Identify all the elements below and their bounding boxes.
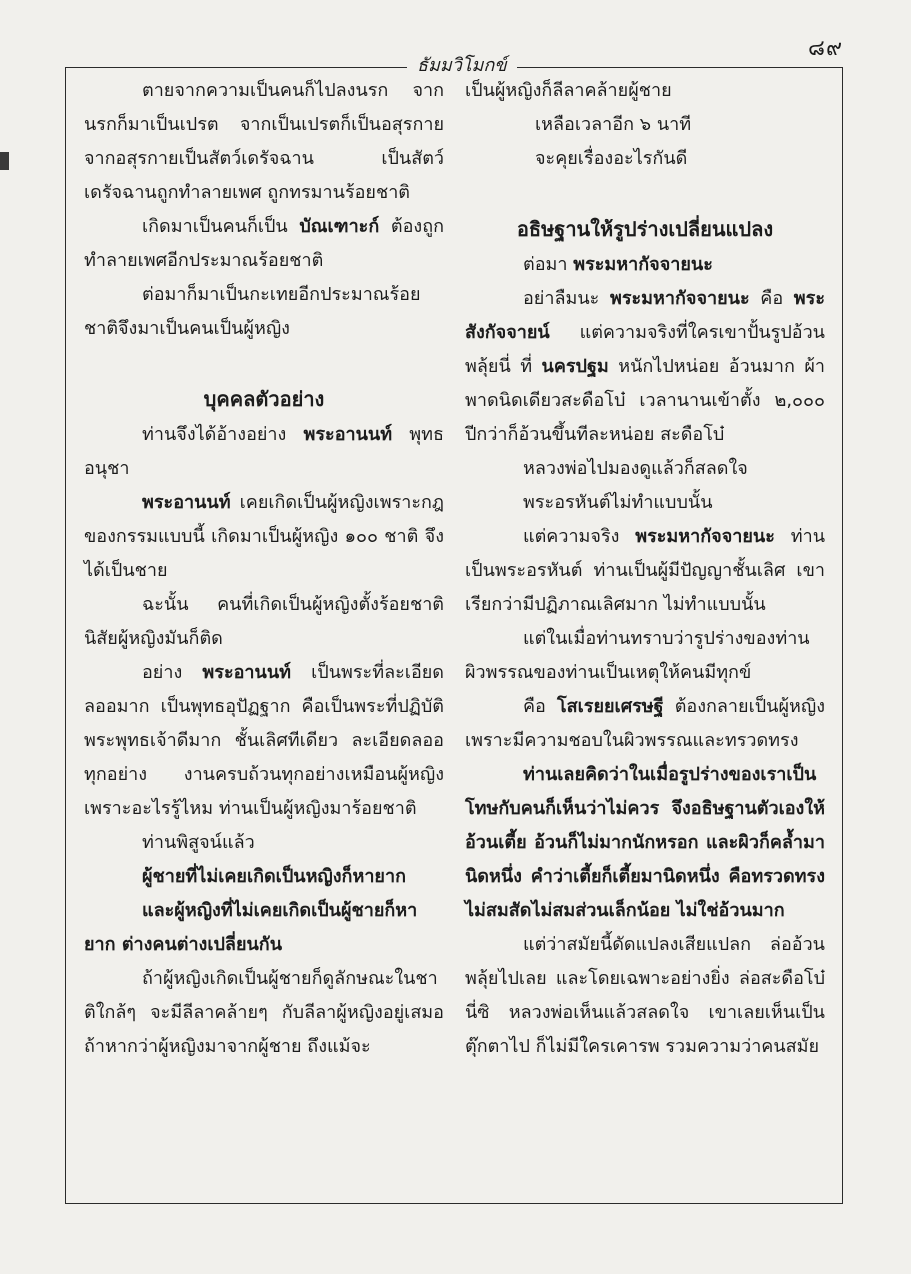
- paragraph: [465, 248, 825, 282]
- text-run: ต้องถูกทำลายเพศอีกประมาณร้อยชาติ: [84, 216, 444, 271]
- text-run: คือ: [523, 696, 557, 717]
- section-heading: อธิษฐานให้รูปร่างเปลี่ยนแปลง: [516, 217, 774, 241]
- paragraph: [84, 656, 444, 826]
- text-run: อย่าลืมนะ: [523, 288, 610, 309]
- bold-term: พระมหากัจจายนะ: [609, 288, 750, 309]
- page-number: ๘๙: [808, 36, 844, 61]
- section-heading: บุคคลตัวอย่าง: [203, 387, 325, 411]
- right-column: [465, 74, 825, 1064]
- bold-term: นครปฐม: [541, 356, 609, 377]
- paragraph: [84, 210, 444, 278]
- paragraph: ฉะนั้น คนที่เกิดเป็นผู้หญิงตั้งร้อยชาตินิสัยผู้หญิงมันก็ติด: [84, 594, 444, 649]
- text-run: ท่านจึงได้อ้างอย่าง: [142, 424, 304, 445]
- paragraph: จะคุยเรื่องอะไรกันดี: [535, 148, 688, 169]
- bold-term: พระมหากัจจายนะ: [635, 526, 775, 547]
- paragraph: [465, 520, 825, 622]
- paragraph: แต่ในเมื่อท่านทราบว่ารูปร่างของท่านผิวพรรณของท่านเป็นเหตุให้คนมีทุกข์: [465, 628, 810, 683]
- paragraph: ถ้าผู้หญิงเกิดเป็นผู้ชายก็ดูลักษณะในชาติใกล้ๆ จะมีลีลาคล้ายๆ กับลีลาผู้หญิงอยู่เสมอ ถ้าหากว่าผู้หญิงมาจากผู้ชาย ถึงแม้จะ: [84, 968, 444, 1057]
- paragraph: [465, 758, 825, 928]
- bold-term: และผู้หญิงที่ไม่เคยเกิดเป็นผู้ชายก็หายาก ต่างคนต่างเปลี่ยนกัน: [84, 900, 418, 955]
- paragraph: หลวงพ่อไปมองดูแล้วก็สลดใจ: [523, 458, 748, 479]
- left-column: [84, 74, 444, 1064]
- bold-term: พระอานนท์: [303, 424, 393, 445]
- text-run: ต้องกลายเป็นผู้หญิงเพราะมีความชอบในผิวพรรณและทรวดทรง: [465, 696, 825, 751]
- paragraph: [465, 690, 825, 758]
- paragraph-spacer: [465, 176, 825, 210]
- text-run: หนักไปหน่อย อ้วนมาก ผ้าพาดนิดเดียวสะดือโบ๋ เวลานานเข้าตั้ง ๒,๐๐๐ ปีกว่าก็อ้วนขึ้นทีละหน่อย สะดือโบ๋: [465, 356, 825, 445]
- paragraph: ท่านพิสูจน์แล้ว: [142, 832, 255, 853]
- paragraph: พระอรหันต์ไม่ทำแบบนั้น: [523, 492, 713, 513]
- bold-term: ท่านเลยคิดว่าในเมื่อรูปร่างของเราเป็นโทษกับคนก็เห็นว่าไม่ควร จึงอธิษฐานตัวเองให้อ้วนเตี้ย อ้วนก็ไม่มากนักหรอก และผิวก็คล้ำมานิดหนึ่ง คำว่าเตี้ยก็เตี้ยมานิดหนึ่ง คือทรวดทรงไม่สมสัดไม่สมส่วนเล็กน้อย ไม่ใช่อ้วนมาก: [465, 764, 825, 921]
- paragraph: ตายจากความเป็นคนก็ไปลงนรก จากนรกก็มาเป็นเปรต จากเป็นเปรตก็เป็นอสุรกาย จากอสุรกายเป็นสัตว์เดรัจฉาน เป็นสัตว์เดรัจฉานถูกทำลายเพศ ถูกทรมานร้อยชาติ: [84, 80, 444, 203]
- bold-term: ผู้ชายที่ไม่เคยเกิดเป็นหญิงก็หายาก: [142, 866, 406, 887]
- paragraph: [84, 860, 444, 894]
- paragraph-spacer: [84, 346, 444, 380]
- paragraph: [84, 894, 444, 962]
- bold-term: บัณเฑาะก์: [299, 216, 380, 237]
- text-run: ต่อมา: [523, 254, 574, 275]
- text-run: เกิดมาเป็นคนก็เป็น: [142, 216, 300, 237]
- bold-term: พระอานนท์: [202, 662, 291, 683]
- scan-mark: [0, 152, 9, 170]
- paragraph: แต่ว่าสมัยนี้ดัดแปลงเสียแปลก ล่ออ้วนพลุ้ยไปเลย และโดยเฉพาะอย่างยิ่ง ล่อสะดือโบ๋นี่ซิ หลวงพ่อเห็นแล้วสลดใจ เขาเลยเห็นเป็นตุ๊กตาไป ก็ไม่มีใครเคารพ รวมความว่าคนสมัย: [465, 934, 825, 1057]
- text-run: แต่ความจริงที่ใครเขาปั้นรูปอ้วนพลุ้ยนี่ ที่: [465, 322, 825, 377]
- paragraph: ต่อมาก็มาเป็นกะเทยอีกประมาณร้อยชาติจึงมาเป็นคนเป็นผู้หญิง: [84, 284, 421, 339]
- bold-term: พระอานนท์: [142, 492, 231, 513]
- paragraph: เหลือเวลาอีก ๖ นาที: [535, 114, 692, 135]
- text-run: พุทธอนุชา: [84, 424, 444, 479]
- text-run: ท่านเป็นพระอรหันต์ ท่านเป็นผู้มีปัญญาชั้นเลิศ เขาเรียกว่ามีปฏิภาณเลิศมาก ไม่ทำแบบนั้น: [465, 526, 825, 615]
- text-run: เป็นพระที่ละเอียดลออมาก เป็นพุทธอุปัฏฐาก คือเป็นพระที่ปฏิบัติพระพุทธเจ้าดีมาก ชั้นเลิศทีเดียว ละเอียดลออทุกอย่าง งานครบถ้วนทุกอย่างเหมือนผู้หญิง เพราะอะไรรู้ไหม ท่านเป็นผู้หญิงมาร้อยชาติ: [84, 662, 444, 819]
- bold-term: พระมหากัจจายนะ: [573, 254, 713, 275]
- text-run: เคยเกิดเป็นผู้หญิงเพราะกฎของกรรมแบบนี้ เกิดมาเป็นผู้หญิง ๑๐๐ ชาติ จึงได้เป็นชาย: [84, 492, 444, 581]
- paragraph: [465, 282, 825, 452]
- bold-term: โสเรยยเศรษฐี: [556, 696, 664, 717]
- text-run: อย่าง: [142, 662, 203, 683]
- paragraph: [84, 418, 444, 486]
- running-header: ธัมมวิโมกข์: [407, 50, 517, 79]
- bold-term: พระสังกัจจายน์: [465, 288, 825, 343]
- paragraph: [84, 486, 444, 588]
- text-run: คือ: [749, 288, 794, 309]
- text-run: แต่ความจริง: [523, 526, 636, 547]
- paragraph: เป็นผู้หญิงก็ลีลาคล้ายผู้ชาย: [465, 80, 672, 101]
